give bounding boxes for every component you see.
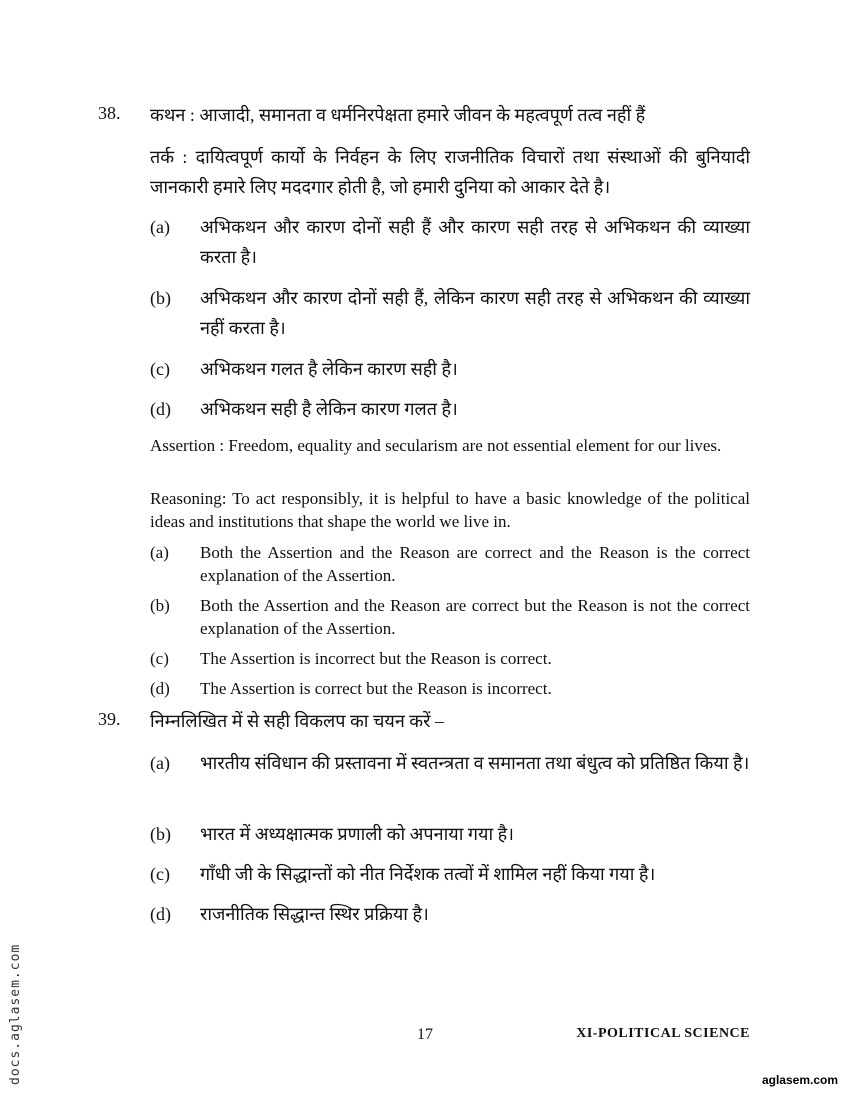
option-label: (a) (150, 543, 169, 562)
option-text: Both the Assertion and the Reason are correct and the Reason is the correct explanation of the Assertion. (200, 543, 750, 585)
option-label: (c) (150, 359, 170, 379)
option-label: (b) (150, 596, 170, 615)
q38-en-option-a (150, 541, 750, 587)
option-label: (d) (150, 904, 171, 924)
q38-hi-option-d (150, 394, 750, 424)
option-label: (d) (150, 679, 170, 698)
option-text: अभिकथन सही है लेकिन कारण गलत है। (200, 399, 458, 419)
option-text: The Assertion is correct but the Reason is incorrect. (200, 679, 552, 698)
q39-option-c (150, 859, 750, 889)
assertion-en: Assertion : Freedom, equality and secularism are not essential element for our lives. (150, 436, 722, 455)
reasoning-en: Reasoning: To act responsibly, it is helpful to have a basic knowledge of the political ideas and institutions that shape the world we live in. (150, 489, 750, 531)
q38-en-option-b (150, 594, 750, 640)
q38-hi-option-a (150, 212, 750, 272)
option-text: भारत में अध्यक्षात्मक प्रणाली को अपनाया गया है। (200, 824, 514, 844)
option-label: (b) (150, 824, 171, 844)
option-label: (b) (150, 288, 171, 308)
question-39-number: 39. (98, 709, 121, 729)
option-text: अभिकथन और कारण दोनों सही हैं और कारण सही तरह से अभिकथन की व्याख्या करता है। (200, 217, 750, 267)
question-38-reason: तर्क : दायित्वपूर्ण कार्यो के निर्वहन के लिए राजनीतिक विचारों तथा संस्थाओं की बुनियादी जानकारी हमारे लिए मददगार होती है, जो हमारी दुनिया को आकार देते है। (150, 147, 750, 197)
q39-option-d (150, 899, 750, 929)
option-text: गाँधी जी के सिद्धान्तों को नीत निर्देशक तत्वों में शामिल नहीं किया गया है। (200, 864, 656, 884)
option-label: (d) (150, 399, 171, 419)
question-38-statement: कथन : आजादी, समानता व धर्मनिरपेक्षता हमारे जीवन के महत्वपूर्ण तत्व नहीं हैं (150, 105, 646, 125)
question-38-number: 38. (98, 103, 121, 123)
option-text: The Assertion is incorrect but the Reason is correct. (200, 649, 552, 668)
side-watermark-url: docs.aglasem.com (8, 943, 23, 1085)
subject-title: XI-POLITICAL SCIENCE (576, 1026, 750, 1041)
q38-hi-option-b (150, 283, 750, 343)
option-text: भारतीय संविधान की प्रस्तावना में स्वतन्त्रता व समानता तथा बंधुत्व को प्रतिष्ठित किया है। (200, 753, 750, 773)
option-text: राजनीतिक सिद्धान्त स्थिर प्रक्रिया है। (200, 904, 429, 924)
brand-watermark: aglasem.com (761, 1073, 838, 1087)
option-text: अभिकथन और कारण दोनों सही हैं, लेकिन कारण सही तरह से अभिकथन की व्याख्या नहीं करता है। (200, 288, 751, 338)
page-number: 17 (417, 1026, 433, 1043)
question-39-prompt: निम्नलिखित में से सही विकलप का चयन करें – (150, 711, 444, 731)
q39-option-a (150, 748, 750, 808)
option-label: (a) (150, 753, 170, 773)
q38-hi-option-c (150, 354, 750, 384)
option-label: (c) (150, 649, 169, 668)
option-text: Both the Assertion and the Reason are correct but the Reason is not the correct explanation of the Assertion. (200, 596, 750, 638)
option-label: (c) (150, 864, 170, 884)
option-text: अभिकथन गलत है लेकिन कारण सही है। (200, 359, 458, 379)
q38-en-option-d (150, 677, 750, 700)
q39-option-b (150, 819, 750, 849)
q38-en-option-c (150, 647, 750, 670)
option-label: (a) (150, 217, 170, 237)
